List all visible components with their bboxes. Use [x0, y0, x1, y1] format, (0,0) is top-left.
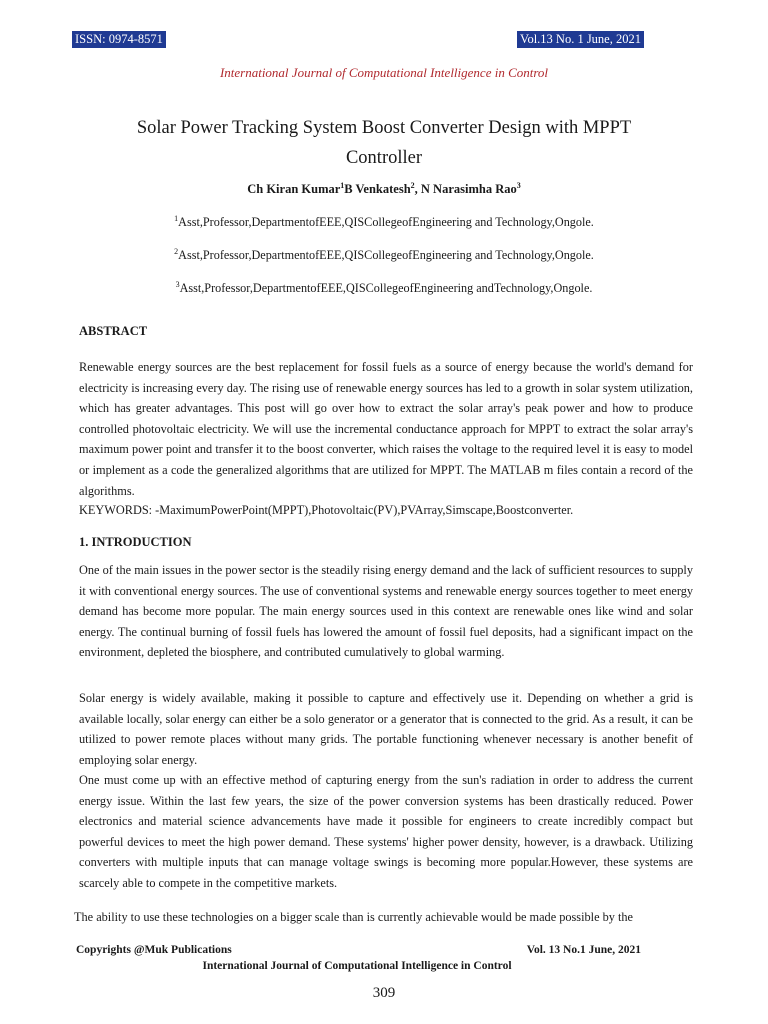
body-paragraph: Solar energy is widely available, making it possible to capture and effectively use it. Depending on whether a grid is available locally, solar energy can either be a solo generator or a generator that is connected to the grid. As a result, it can be utilized to power remote places without many grids. The portable functioning whenever necessary is another benefit of employing solar energy. [79, 691, 693, 767]
author-name: B Venkatesh [344, 182, 411, 197]
issn-badge: ISSN: 0974-8571 [72, 31, 166, 48]
body-paragraph: The ability to use these technologies on a bigger scale than is currently achievable would be made possible by the [74, 910, 633, 924]
author-superscript: 1 [340, 181, 345, 190]
page-number: 309 [372, 985, 396, 1001]
body-paragraph: One must come up with an effective method of capturing energy from the sun's radiation in order to address the current energy issue. Within the last few years, the size of the power conversion systems has been drastically reduced. Power electronics and material science advancements have made it possible for engineers to create incredibly compact but powerful devices to meet the high power demand. These systems' higher power density, however, is a drawback. Utilizing converters with multiple inputs that can manage voltage swings is becoming more popular.However, these systems are scarcely able to compete in the competitive markets. [79, 773, 693, 890]
affiliation [0, 247, 768, 263]
paper-title: Solar Power Tracking System Boost Converter Design with MPPT Controller [136, 118, 632, 168]
keywords-line: KEYWORDS: -MaximumPowerPoint(MPPT),Photovoltaic(PV),PVArray,Simscape,Boostconverter. [79, 503, 574, 517]
footer-volume: Vol. 13 No.1 June, 2021 [526, 944, 641, 956]
abstract-paragraph: Renewable energy sources are the best replacement for fossil fuels as a source of energy because the world's demand for electricity is increasing every day. The rising use of renewable energy sources has led to a growth in solar system utilization, which has greater advantages. This post will go over how to extract the solar array's peak power and how to produce controlled photovoltaic electricity. We will use the incremental conductance approach for MPPT to extract the solar array's maximum power point and transfer it to the boost converter, which raises the voltage to the required level it is easy to model or implement as a code the generalized algorithms that are utilized for MPPT. The MATLAB m files contain a record of the algorithms. [79, 360, 693, 498]
affiliation-text: Asst,Professor,DepartmentofEEE,QISCollegeofEngineering andTechnology,Ongole. [179, 281, 593, 296]
affiliation-text: Asst,Professor,DepartmentofEEE,QISCollegeofEngineering and Technology,Ongole. [178, 248, 594, 263]
affiliation [0, 214, 768, 230]
author-name: , N Narasimha Rao [414, 182, 517, 197]
affiliation-superscript: 2 [174, 247, 179, 256]
author-name: Ch Kiran Kumar [247, 182, 341, 197]
author-superscript: 2 [410, 181, 415, 190]
introduction-heading: 1. INTRODUCTION [79, 535, 192, 549]
affiliation-text: Asst,Professor,DepartmentofEEE,QISCollegeofEngineering and Technology,Ongole. [178, 215, 594, 230]
journal-name-header: International Journal of Computational Intelligence in Control [219, 65, 549, 80]
footer-copyright: Copyrights @Muk Publications [76, 944, 232, 956]
author-list [0, 181, 768, 197]
affiliation [0, 280, 768, 296]
abstract-heading: ABSTRACT [79, 324, 148, 338]
footer-journal-name: International Journal of Computational Intelligence in Control [202, 960, 512, 972]
body-paragraph: One of the main issues in the power sector is the steadily rising energy demand and the lack of sufficient resources to supply it with conventional energy sources. The use of conventional systems and renewable energy sources together to meet energy demand has become more popular. The main energy sources used in this context are renewable ones like wind and solar energy. The continual burning of fossil fuels has lowered the amount of fossil fuel deposits, had a significant impact on the environment, depleted the biosphere, and contributed cumulatively to global warming. [79, 563, 693, 660]
author-superscript: 3 [516, 181, 521, 190]
volume-badge: Vol.13 No. 1 June, 2021 [517, 31, 644, 48]
affiliation-superscript: 1 [174, 214, 179, 223]
affiliation-superscript: 3 [175, 280, 180, 289]
